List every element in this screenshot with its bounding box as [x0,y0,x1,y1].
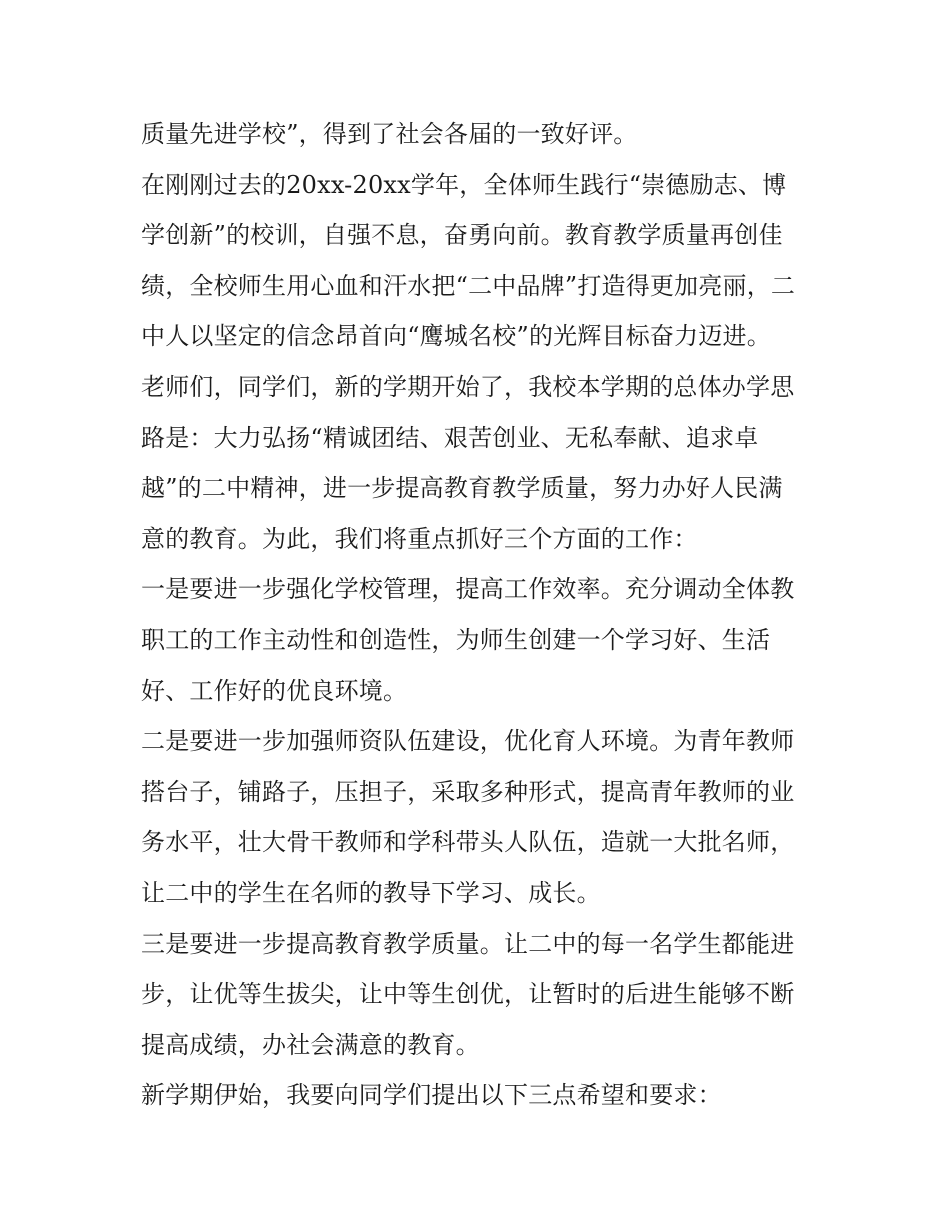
text-line: 二是要进一步加强师资队伍建设，优化育人环境。为青年教师 [141,727,795,756]
text-line: 意的教育。为此，我们将重点抓好三个方面的工作： [141,524,698,553]
text-line: 越”的二中精神，进一步提高教育教学质量，努力办好人民满 [141,474,783,503]
text-line: 一是要进一步强化学校管理，提高工作效率。充分调动全体教 [141,575,795,604]
text-line: 老师们，同学们，新的学期开始了，我校本学期的总体办学思 [141,372,795,401]
text-line: 搭台子，铺路子，压担子，采取多种形式，提高青年教师的业 [141,777,795,806]
document-body [141,109,821,1121]
text-line: 提高成绩，办社会满意的教育。 [141,1030,480,1059]
text-line: 务水平，壮大骨干教师和学科带头人队伍，造就一大批名师， [141,828,795,857]
text-line: 在刚刚过去的20xx-20xx学年，全体师生践行“崇德励志、博 [141,170,787,199]
text-line: 中人以坚定的信念昂首向“鹰城名校”的光辉目标奋力迈进。 [141,322,771,351]
text-line: 步，让优等生拔尖，让中等生创优，让暂时的后进生能够不断 [141,980,795,1009]
text-line: 新学期伊始，我要向同学们提出以下三点希望和要求： [141,1081,722,1110]
text-line: 学创新”的校训，自强不息，奋勇向前。教育教学质量再创佳 [141,221,783,250]
text-line: 质量先进学校”，得到了社会各届的一致好评。 [141,120,638,148]
text-line: 好、工作好的优良环境。 [141,676,408,705]
text-line: 三是要进一步提高教育教学质量。让二中的每一名学生都能进 [141,929,795,958]
text-line: 让二中的学生在名师的教导下学习、成长。 [141,878,601,907]
text-line: 职工的工作主动性和创造性，为师生创建一个学习好、生活 [141,625,771,654]
text-line: 路是：大力弘扬“精诚团结、艰苦创业、无私奉献、追求卓 [141,423,759,452]
text-line: 绩，全校师生用心血和汗水把“二中品牌”打造得更加亮丽，二 [141,271,796,300]
